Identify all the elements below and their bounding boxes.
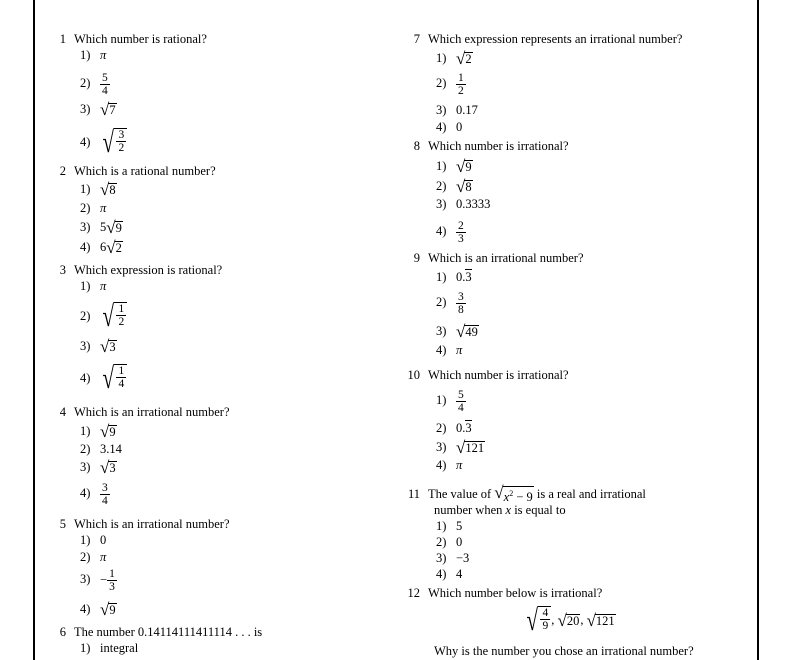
q10-option-4[interactable]: 4) π xyxy=(436,458,463,472)
question-2: 2 Which is a rational number? xyxy=(59,164,216,178)
q5-option-4[interactable]: 4) √ 9 xyxy=(80,600,116,620)
q3-option-4[interactable]: 4) √ $\frac{1}{4}$ xyxy=(80,364,127,394)
question-9: 9 Which is an irrational number? xyxy=(413,251,584,265)
q5-option-2[interactable]: 2) π xyxy=(80,550,107,564)
q5-option-3[interactable]: 3) − $\frac{1}{3}$ xyxy=(80,568,115,593)
q4-option-4[interactable]: 4) $\frac{3}{4}$ xyxy=(80,482,108,507)
q11-option-1[interactable]: 1) 5 xyxy=(436,519,463,533)
q8-option-2[interactable]: 2) √ 8 xyxy=(436,177,472,197)
q2-option-2[interactable]: 2) π xyxy=(80,201,107,215)
q9-option-2[interactable]: 2) $\frac{3}{8}$ xyxy=(436,291,464,316)
q9-option-1[interactable]: 1) 0.3 xyxy=(436,270,472,284)
question-4: 4 Which is an irrational number? xyxy=(59,405,230,419)
q1-option-4[interactable]: 4) √ $\frac{3}{2}$ xyxy=(80,128,127,158)
q3-option-2[interactable]: 2) √ $\frac{1}{2}$ xyxy=(80,302,127,332)
question-8: 8 Which number is irrational? xyxy=(413,139,569,153)
q2-option-3[interactable]: 3) 5 √ 9 xyxy=(80,218,122,238)
q7-option-1[interactable]: 1) √ 2 xyxy=(436,49,472,69)
q4-option-1[interactable]: 1) √ 9 xyxy=(80,422,116,442)
q9-option-3[interactable]: 3) √ 49 xyxy=(436,322,478,342)
question-6: 6 The number 0.14114111411114 . . . is xyxy=(59,625,263,639)
q4-option-2[interactable]: 2) 3.14 xyxy=(80,442,122,456)
q2-option-4[interactable]: 4) 6 √ 2 xyxy=(80,238,122,258)
right-border xyxy=(757,0,759,660)
question-5: 5 Which is an irrational number? xyxy=(59,517,230,531)
q11-option-4[interactable]: 4) 4 xyxy=(436,567,463,581)
question-1: 1 Which number is rational? xyxy=(59,32,207,46)
question-11-line2: number when x is equal to xyxy=(434,503,566,517)
q3-option-1[interactable]: 1) π xyxy=(80,279,107,293)
question-10: 10 Which number is irrational? xyxy=(407,368,569,382)
q11-option-2[interactable]: 2) 0 xyxy=(436,535,463,549)
q2-option-1[interactable]: 1) √ 8 xyxy=(80,180,116,200)
question-11: 11 The value of √ $x^2 - 9$ is a real and irrational xyxy=(407,483,646,505)
q12-numbers: √ $\frac{4}{9}$ , √ 20 , √ 121 xyxy=(526,604,615,637)
q8-option-4[interactable]: 4) $\frac{2}{3}$ xyxy=(436,220,464,245)
q7-option-4[interactable]: 4) 0 xyxy=(436,120,463,134)
q1-option-2[interactable]: 2) $\frac{5}{4}$ xyxy=(80,72,108,97)
question-7: 7 Which expression represents an irrational number? xyxy=(413,32,683,46)
q10-option-2[interactable]: 2) 0.3 xyxy=(436,421,472,435)
q10-option-3[interactable]: 3) √ 121 xyxy=(436,438,485,458)
question-12: 12 Which number below is irrational? xyxy=(407,586,603,600)
question-3: 3 Which expression is rational? xyxy=(59,263,223,277)
q1-option-3[interactable]: 3) √ 7 xyxy=(80,100,116,120)
q1-option-1[interactable]: 1) π xyxy=(80,48,107,62)
q12-followup: Why is the number you chose an irrational number? xyxy=(434,644,694,658)
q8-option-3[interactable]: 3) 0.3333 xyxy=(436,197,491,211)
q6-option-1[interactable]: 1) integral xyxy=(80,641,139,655)
q9-option-4[interactable]: 4) π xyxy=(436,343,463,357)
q7-option-2[interactable]: 2) $\frac{1}{2}$ xyxy=(436,72,464,97)
left-border xyxy=(33,0,35,660)
q10-option-1[interactable]: 1) $\frac{5}{4}$ xyxy=(436,389,464,414)
q7-option-3[interactable]: 3) 0.17 xyxy=(436,103,478,117)
q3-option-3[interactable]: 3) √ 3 xyxy=(80,337,116,357)
q11-option-3[interactable]: 3) −3 xyxy=(436,551,470,565)
q4-option-3[interactable]: 3) √ 3 xyxy=(80,458,116,478)
q5-option-1[interactable]: 1) 0 xyxy=(80,533,107,547)
q8-option-1[interactable]: 1) √ 9 xyxy=(436,157,472,177)
